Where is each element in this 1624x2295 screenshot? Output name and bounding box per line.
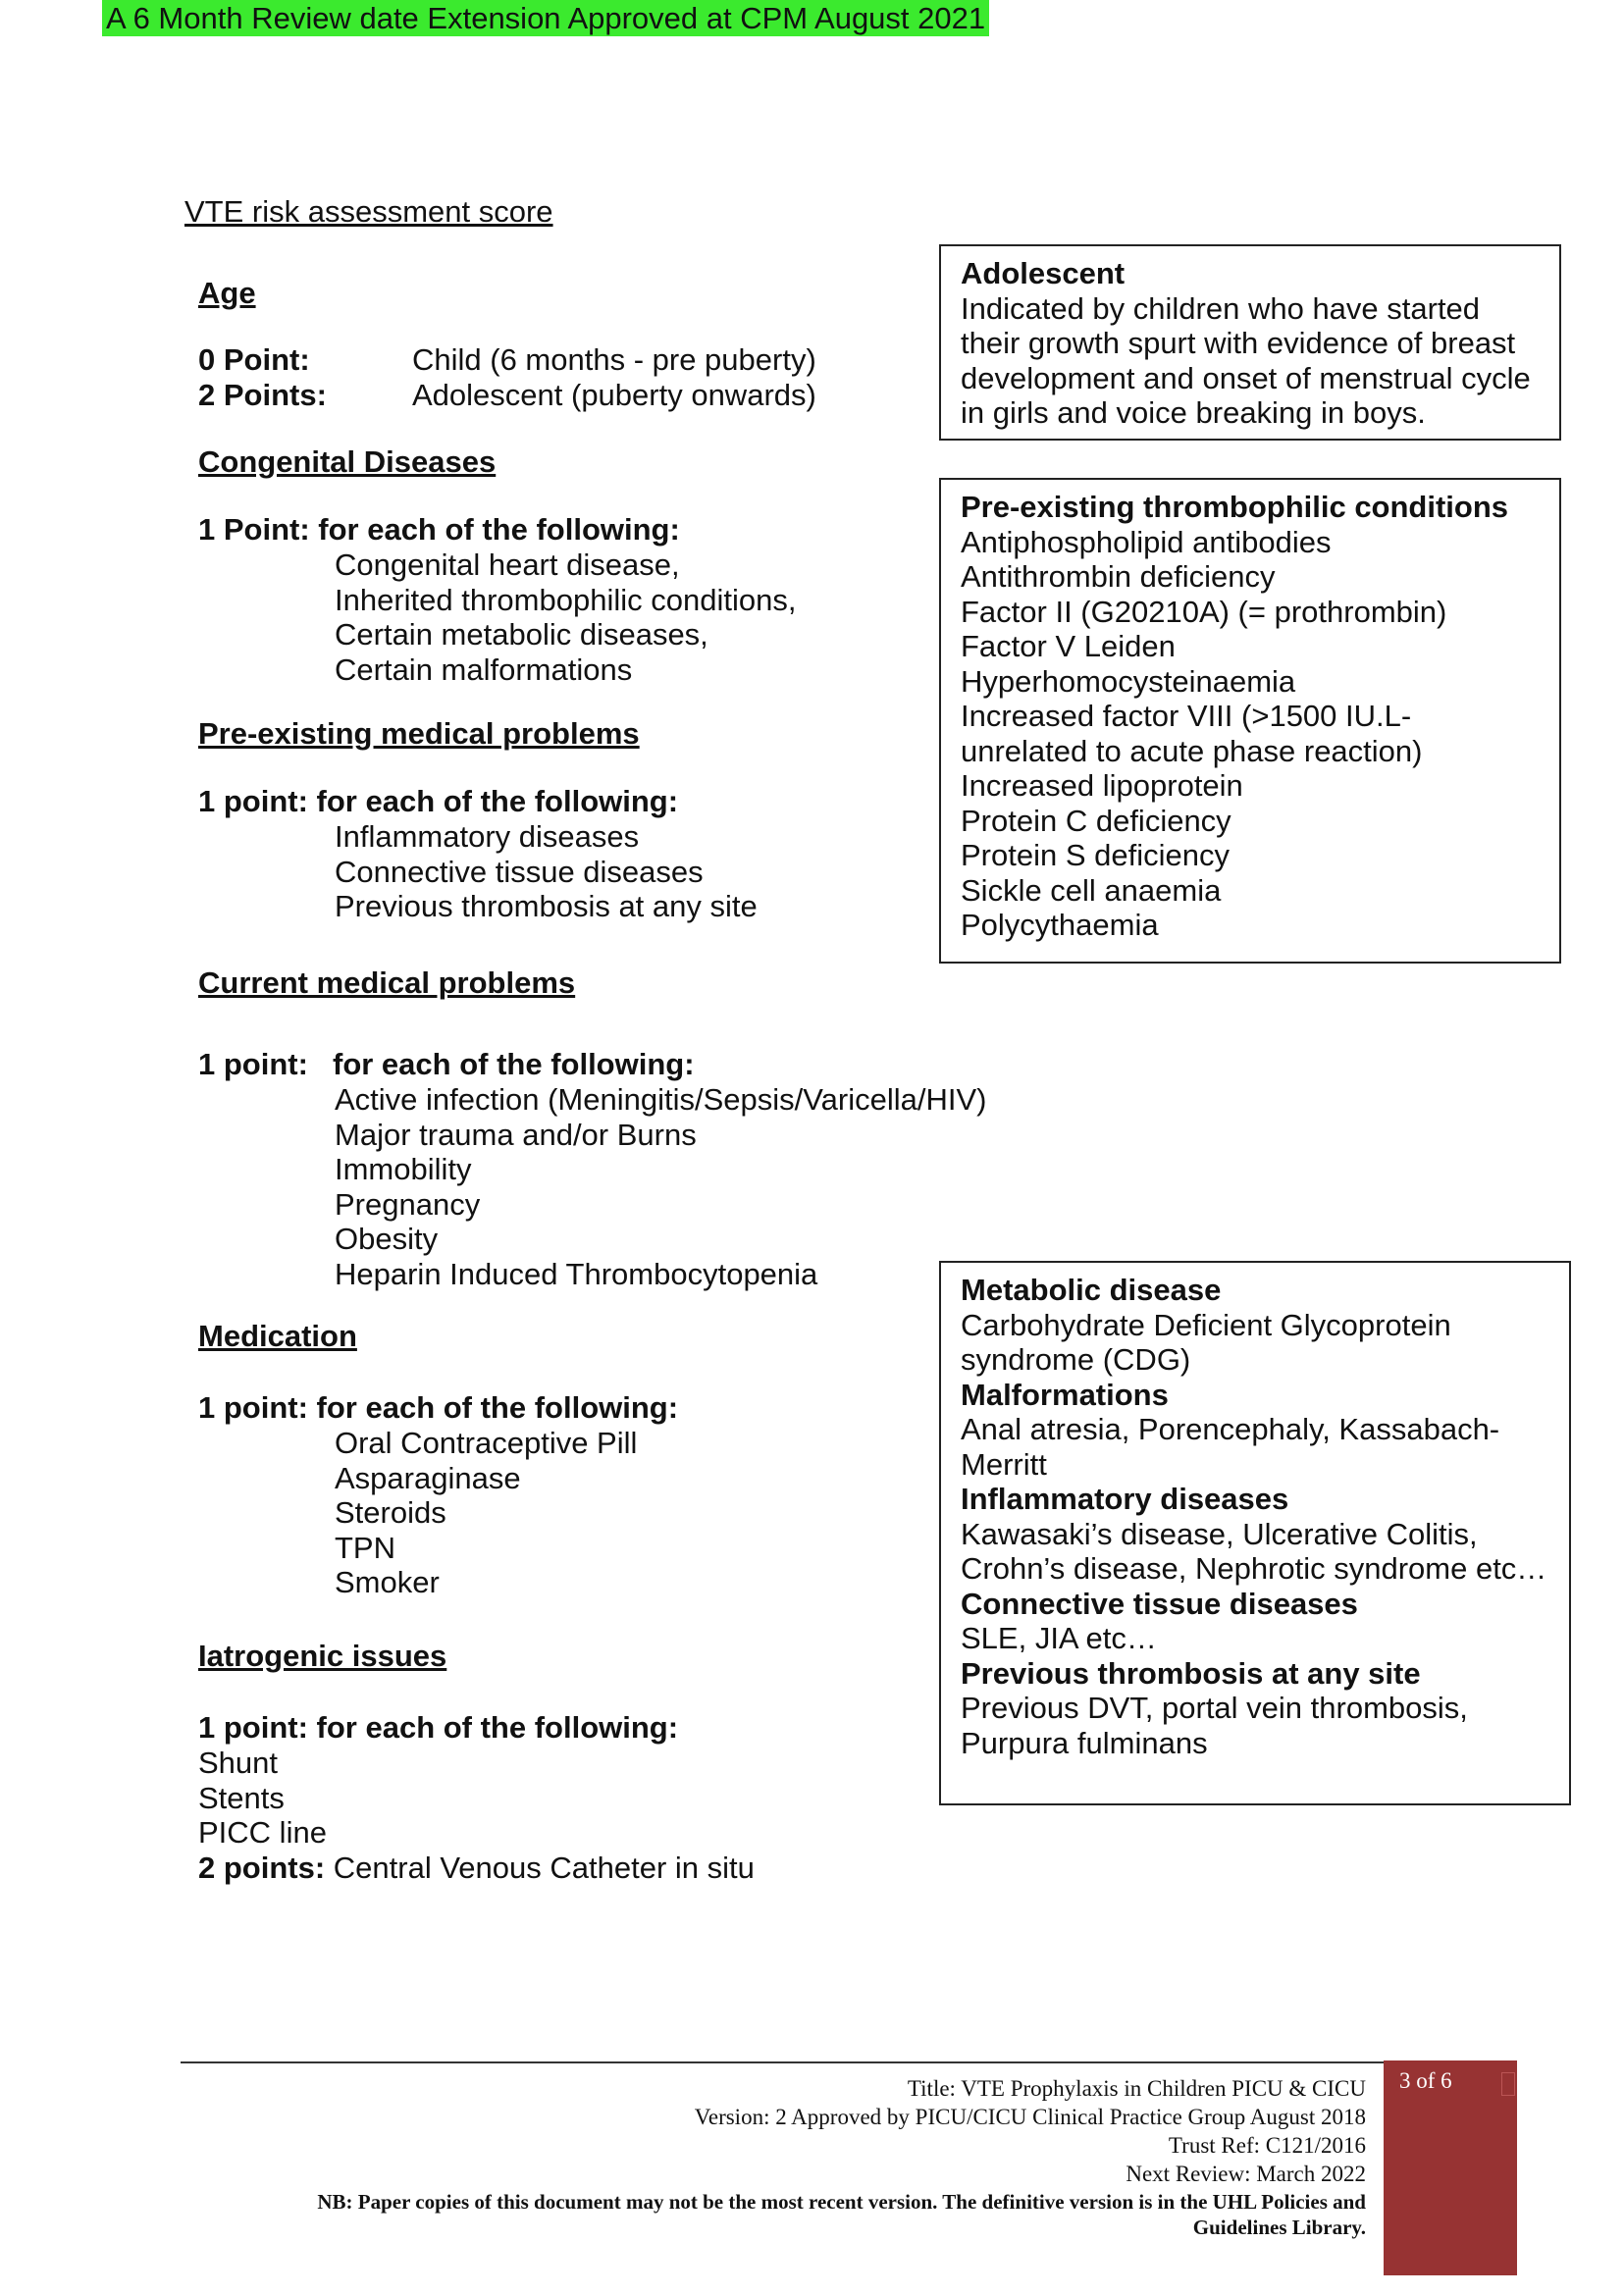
adolescent-box <box>939 244 1561 441</box>
box-line: syndrome (CDG) <box>961 1342 1191 1377</box>
footer-divider <box>181 2061 1517 2063</box>
footer-next-review: Next Review: March 2022 <box>1126 2162 1366 2186</box>
age-heading: Age <box>198 276 256 310</box>
iatrogenic-heading: Iatrogenic issues <box>198 1639 447 1673</box>
medication-rule: 1 point: for each of the following: <box>198 1390 679 1425</box>
list-item: TPN <box>335 1530 395 1565</box>
list-item: Immobility <box>335 1152 472 1186</box>
document-title: VTE risk assessment score <box>184 194 553 229</box>
iatrogenic-last-text: Central Venous Catheter in situ <box>325 1850 755 1885</box>
current-list <box>335 1082 986 1291</box>
box-title: Connective tissue diseases <box>961 1586 1358 1621</box>
current-heading: Current medical problems <box>198 965 576 1000</box>
age-desc-0: Child (6 months - pre puberty) <box>412 342 816 377</box>
list-item: Pregnancy <box>335 1186 481 1222</box>
box-line: Sickle cell anaemia <box>961 872 1222 908</box>
list-item: Asparaginase <box>335 1460 521 1495</box>
current-rule-text: for each of the following: <box>333 1047 695 1081</box>
congenital-heading: Congenital Diseases <box>198 444 497 479</box>
box-title: Metabolic disease <box>961 1273 1222 1307</box>
box-title: Pre-existing thrombophilic conditions <box>961 490 1509 524</box>
box-line: Merritt <box>961 1446 1047 1482</box>
conditions-definitions-box <box>939 1261 1571 1805</box>
box-line: Indicated by children who have started <box>961 290 1481 326</box>
box-line: Antiphospholipid antibodies <box>961 524 1332 559</box>
iatrogenic-rule: 1 point: for each of the following: <box>198 1710 679 1745</box>
list-item: Smoker <box>335 1565 440 1599</box>
list-item: Heparin Induced Thrombocytopenia <box>335 1256 818 1291</box>
list-item: Congenital heart disease, <box>335 548 680 582</box>
list-item: Certain malformations <box>335 652 633 687</box>
footer-version: Version: 2 Approved by PICU/CICU Clinical Practice Group August 2018 <box>694 2105 1366 2129</box>
current-rule-points: 1 point: <box>198 1047 308 1081</box>
box-line: Kawasaki’s disease, Ulcerative Colitis, <box>961 1516 1478 1551</box>
age-desc-2: Adolescent (puberty onwards) <box>412 378 816 412</box>
list-item: Active infection (Meningitis/Sepsis/Varicella/HIV) <box>335 1082 987 1117</box>
box-line: Increased factor VIII (>1500 IU.L- <box>961 699 1412 733</box>
iatrogenic-last-points: 2 points: <box>198 1850 326 1885</box>
box-title: Previous thrombosis at any site <box>961 1655 1421 1691</box>
list-item: Obesity <box>335 1222 439 1256</box>
box-line: development and onset of menstrual cycle <box>961 360 1531 395</box>
list-item <box>198 1851 755 1886</box>
footer-note-line1: NB: Paper copies of this document may not be the most recent version. The definitive version is in the UHL Policies and <box>317 2190 1366 2214</box>
list-item: Inflammatory diseases <box>335 819 640 854</box>
list-item: Previous thrombosis at any site <box>335 889 758 923</box>
box-line: Increased lipoprotein <box>961 768 1243 803</box>
box-line: unrelated to acute phase reaction) <box>961 733 1423 768</box>
box-line: Protein S deficiency <box>961 838 1230 872</box>
list-item: Steroids <box>335 1495 446 1530</box>
box-line: Purpura fulminans <box>961 1725 1208 1760</box>
preexisting-list <box>335 819 758 924</box>
age-points-0: 0 Point: <box>198 342 310 377</box>
box-line: Anal atresia, Porencephaly, Kassabach- <box>961 1412 1500 1446</box>
medication-heading: Medication <box>198 1319 357 1353</box>
box-line: Previous DVT, portal vein thrombosis, <box>961 1691 1468 1725</box>
box-line: Antithrombin deficiency <box>961 559 1276 594</box>
congenital-list <box>335 548 796 687</box>
congenital-rule: 1 Point: for each of the following: <box>198 512 680 547</box>
review-extension-banner: A 6 Month Review date Extension Approved at CPM August 2021 <box>102 0 989 36</box>
list-item: PICC line <box>198 1815 327 1850</box>
box-line: Polycythaemia <box>961 908 1159 942</box>
box-title: Inflammatory diseases <box>961 1482 1289 1516</box>
box-title: Adolescent <box>961 256 1126 290</box>
box-line: Protein C deficiency <box>961 803 1231 838</box>
page-marker <box>1501 2072 1515 2096</box>
list-item: Inherited thrombophilic conditions, <box>335 582 797 617</box>
footer-trust-ref: Trust Ref: C121/2016 <box>1168 2133 1366 2158</box>
list-item: Major trauma and/or Burns <box>335 1117 697 1152</box>
box-line: SLE, JIA etc… <box>961 1621 1157 1655</box>
box-line: their growth spurt with evidence of breast <box>961 326 1516 360</box>
box-line: Crohn’s disease, Nephrotic syndrome etc… <box>961 1551 1547 1586</box>
box-title: Malformations <box>961 1377 1169 1412</box>
box-line: Hyperhomocysteinaemia <box>961 663 1296 699</box>
page-number: 3 of 6 <box>1399 2068 1452 2093</box>
iatrogenic-list <box>198 1746 755 1885</box>
medication-list <box>335 1426 637 1600</box>
footer-note-line2: Guidelines Library. <box>1192 2216 1366 2239</box>
box-line: Factor V Leiden <box>961 629 1176 663</box>
footer-title: Title: VTE Prophylaxis in Children PICU & CICU <box>907 2076 1366 2101</box>
list-item: Stents <box>198 1780 285 1815</box>
list-item: Certain metabolic diseases, <box>335 617 708 652</box>
box-line: Carbohydrate Deficient Glycoprotein <box>961 1307 1451 1342</box>
thrombophilic-box <box>939 478 1561 964</box>
box-line: in girls and voice breaking in boys. <box>961 395 1426 430</box>
preexisting-heading: Pre-existing medical problems <box>198 716 640 751</box>
box-line: Factor II (G20210A) (= prothrombin) <box>961 594 1447 629</box>
list-item: Connective tissue diseases <box>335 854 704 889</box>
preexisting-rule: 1 point: for each of the following: <box>198 784 679 818</box>
age-points-2: 2 Points: <box>198 378 327 412</box>
list-item: Shunt <box>198 1746 279 1780</box>
list-item: Oral Contraceptive Pill <box>335 1426 638 1460</box>
